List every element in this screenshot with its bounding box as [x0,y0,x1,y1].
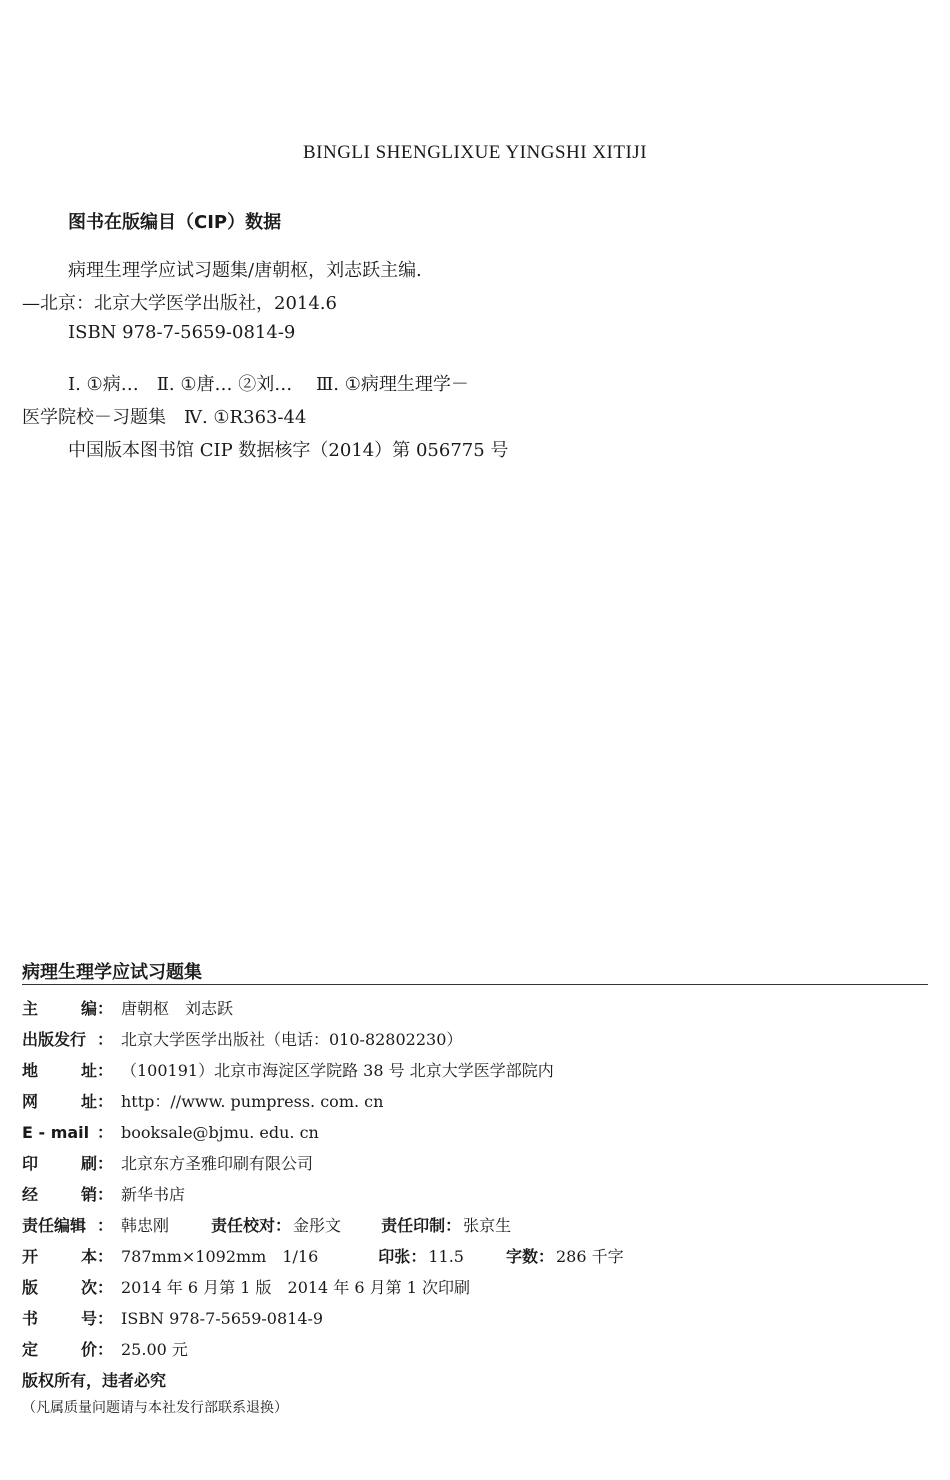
row-distributor: 经 销 ： 新华书店 [22,1182,185,1205]
row-isbn: 书 号 ： ISBN 978-7-5659-0814-9 [22,1306,323,1329]
value-publisher: 北京大学医学出版社（电话：010-82802230） [121,1030,463,1049]
cip-line-2: —北京：北京大学医学出版社，2014.6 [22,293,337,314]
label-words: 字数 [505,1247,538,1266]
value-email: booksale@bjmu. edu. cn [121,1123,319,1142]
cip-heading: 图书在版编目（CIP）数据 [68,212,282,233]
row-printer: 印 刷 ： 北京东方圣雅印刷有限公司 [22,1151,313,1174]
row-edition: 版 次 ： 2014 年 6 月第 1 版 2014 年 6 月第 1 次印刷 [22,1275,470,1298]
label-edition: 版 次 [22,1278,97,1297]
label-price: 定 价 [22,1340,97,1359]
value-distributor: 新华书店 [121,1185,186,1204]
label-address: 地 址 [22,1061,97,1080]
value-proofreader: 金彤文 [293,1216,342,1235]
label-printer: 印 刷 [22,1154,97,1173]
label-distributor: 经 销 [22,1185,97,1204]
label-print-supervisor: 责任印制 [381,1216,446,1235]
row-website: 网 址 ： http：//www. pumpress. com. cn [22,1089,383,1112]
value-editor: 唐朝枢 刘志跃 [121,999,234,1018]
cip-line-6: 中国版本图书馆 CIP 数据核字（2014）第 056775 号 [68,440,509,461]
label-editor: 主 编 [22,999,97,1018]
row-publisher: 出版发行 ： 北京大学医学出版社（电话：010-82802230） [22,1027,462,1050]
value-format: 787mm×1092mm 1/16 [121,1247,319,1266]
pinyin-title: BINGLI SHENGLIXUE YINGSHI XITIJI [302,142,648,163]
value-words: 286 千字 [555,1247,624,1266]
row-address: 地 址 ： （100191）北京市海淀区学院路 38 号 北京大学医学部院内 [22,1058,554,1081]
label-publisher: 出版发行 [22,1030,87,1049]
value-isbn: ISBN 978-7-5659-0814-9 [121,1309,324,1328]
label-responsible-editor: 责任编辑 [22,1216,87,1235]
label-website: 网 址 [22,1092,97,1111]
row-email: E - mail ： booksale@bjmu. edu. cn [22,1123,319,1142]
value-responsible-editor: 韩忠刚 [121,1216,170,1235]
copyright-notice: 版权所有，违者必究 [22,1371,167,1390]
cip-line-3: ISBN 978-7-5659-0814-9 [68,322,296,343]
label-email: E - mail [22,1123,90,1142]
value-printer: 北京东方圣雅印刷有限公司 [121,1154,314,1173]
colophon-book-title: 病理生理学应试习题集 [22,962,202,983]
label-isbn: 书 号 [22,1309,97,1328]
label-sheets: 印张 [378,1247,411,1266]
value-edition: 2014 年 6 月第 1 版 2014 年 6 月第 1 次印刷 [121,1278,471,1297]
row-format: 开 本 ： 787mm×1092mm 1/16 印张 ： 11.5 字数 ： 286 千字 [22,1244,624,1267]
label-proofreader: 责任校对 [211,1216,276,1235]
row-editor: 主 编 ： 唐朝枢 刘志跃 [22,996,233,1019]
value-website: http：//www. pumpress. com. cn [121,1092,384,1111]
value-price: 25.00 元 [121,1340,188,1359]
value-print-supervisor: 张京生 [463,1216,512,1235]
cip-line-4: Ⅰ. ①病… Ⅱ. ①唐… ②刘… Ⅲ. ①病理生理学－ [68,374,469,395]
colophon-divider [22,984,928,985]
row-responsible: 责任编辑 ： 韩忠刚 责任校对 ： 金彤文 责任印制 ： 张京生 [22,1213,511,1236]
value-address: （100191）北京市海淀区学院路 38 号 北京大学医学部院内 [121,1061,554,1080]
value-sheets: 11.5 [428,1247,464,1266]
label-format: 开 本 [22,1247,97,1266]
cip-line-1: 病理生理学应试习题集/唐朝枢，刘志跃主编. [68,260,422,281]
cip-line-5: 医学院校－习题集 Ⅳ. ①R363-44 [22,407,307,428]
return-policy-note: （凡属质量问题请与本社发行部联系退换） [22,1400,288,1416]
row-price: 定 价 ： 25.00 元 [22,1337,188,1360]
